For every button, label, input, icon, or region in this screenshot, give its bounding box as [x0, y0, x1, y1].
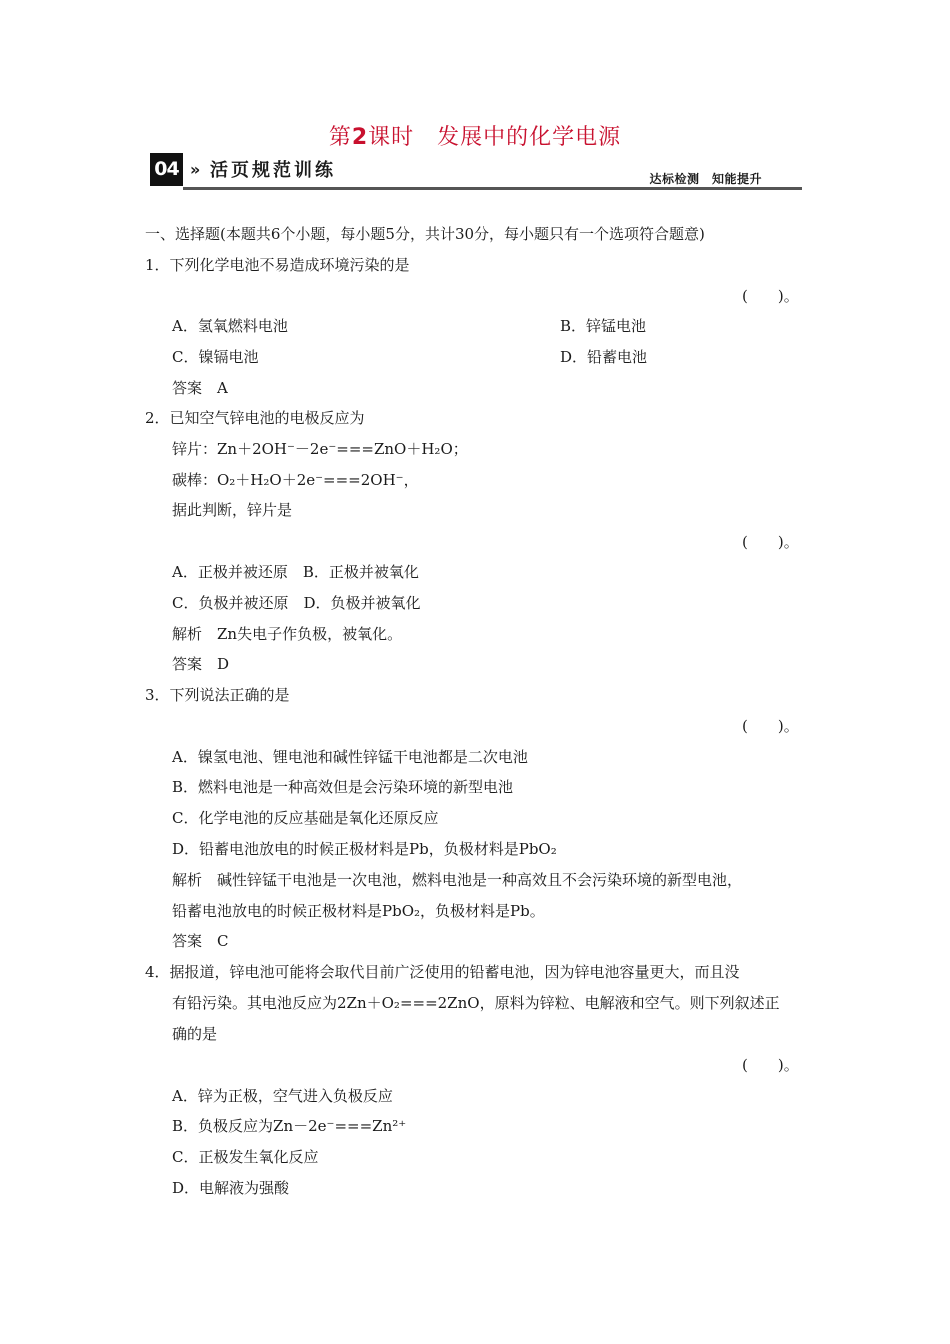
section-number-badge: 04 — [150, 153, 183, 186]
q3-analysis-line1: 解析 碱性锌锰干电池是一次电池，燃料电池是一种高效且不会污染环境的新型电池， — [172, 871, 743, 889]
q4-option-b: B．负极反应为Zn－2e⁻===Zn²⁺ — [172, 1117, 407, 1135]
q1-answer-blank: ( )。 — [742, 287, 799, 305]
q2-equation-carbon: 碳棒：O₂＋H₂O＋2e⁻===2OH⁻， — [172, 471, 419, 489]
q2-answer-blank: ( )。 — [742, 533, 799, 551]
q1-stem: 1．下列化学电池不易造成环境污染的是 — [145, 256, 410, 274]
q2-options-ab: A．正极并被还原 B．正极并被氧化 — [172, 563, 419, 581]
q3-option-c: C．化学电池的反应基础是氧化还原反应 — [172, 809, 439, 827]
q1-option-b: B．锌锰电池 — [560, 317, 647, 335]
q4-stem-line3: 确的是 — [172, 1025, 218, 1043]
q4-option-d: D．电解液为强酸 — [172, 1179, 290, 1197]
section-heading: 一、选择题(本题共6个小题，每小题5分，共计30分，每小题只有一个选项符合题意) — [145, 225, 705, 243]
q1-answer: 答案 A — [172, 379, 228, 397]
page-title: 第2课时 发展中的化学电源 — [328, 125, 622, 150]
q2-stem: 2．已知空气锌电池的电极反应为 — [145, 409, 365, 427]
q1-option-c: C．镍镉电池 — [172, 348, 259, 366]
double-chevron-icon: » — [190, 160, 201, 179]
q3-answer-blank: ( )。 — [742, 717, 799, 735]
q2-answer: 答案 D — [172, 655, 230, 673]
q1-option-d: D．铅蓄电池 — [560, 348, 648, 366]
q3-analysis-line2: 铅蓄电池放电的时候正极材料是PbO₂，负极材料是Pb。 — [172, 902, 545, 920]
q4-stem-line2: 有铅污染。其电池反应为2Zn＋O₂===2ZnO，原料为锌粒、电解液和空气。则下列叙述正 — [172, 994, 780, 1012]
q2-stem-tail: 据此判断，锌片是 — [172, 501, 293, 519]
banner-heading: 活页规范训练 — [210, 160, 336, 181]
q4-option-c: C．正极发生氧化反应 — [172, 1148, 319, 1166]
q3-answer: 答案 C — [172, 932, 229, 950]
q3-stem: 3．下列说法正确的是 — [145, 686, 290, 704]
section-banner — [150, 153, 802, 191]
q4-option-a: A．锌为正极，空气进入负极反应 — [172, 1087, 393, 1105]
q2-analysis: 解析 Zn失电子作负极，被氧化。 — [172, 625, 403, 643]
q4-answer-blank: ( )。 — [742, 1056, 799, 1074]
q3-option-d: D．铅蓄电池放电的时候正极材料是Pb，负极材料是PbO₂ — [172, 840, 557, 858]
banner-tagline: 达标检测 知能提升 — [649, 172, 762, 186]
q4-stem-line1: 4．据报道，锌电池可能将会取代目前广泛使用的铅蓄电池，因为锌电池容量更大，而且没 — [145, 963, 740, 981]
banner-rule — [183, 187, 802, 190]
q2-equation-zinc: 锌片：Zn＋2OH⁻－2e⁻===ZnO＋H₂O； — [172, 440, 468, 458]
q3-option-a: A．镍氢电池、锂电池和碱性锌锰干电池都是二次电池 — [172, 748, 528, 766]
q2-options-cd: C．负极并被还原 D．负极并被氧化 — [172, 594, 421, 612]
q1-option-a: A．氢氧燃料电池 — [172, 317, 288, 335]
q3-option-b: B．燃料电池是一种高效但是会污染环境的新型电池 — [172, 778, 514, 796]
